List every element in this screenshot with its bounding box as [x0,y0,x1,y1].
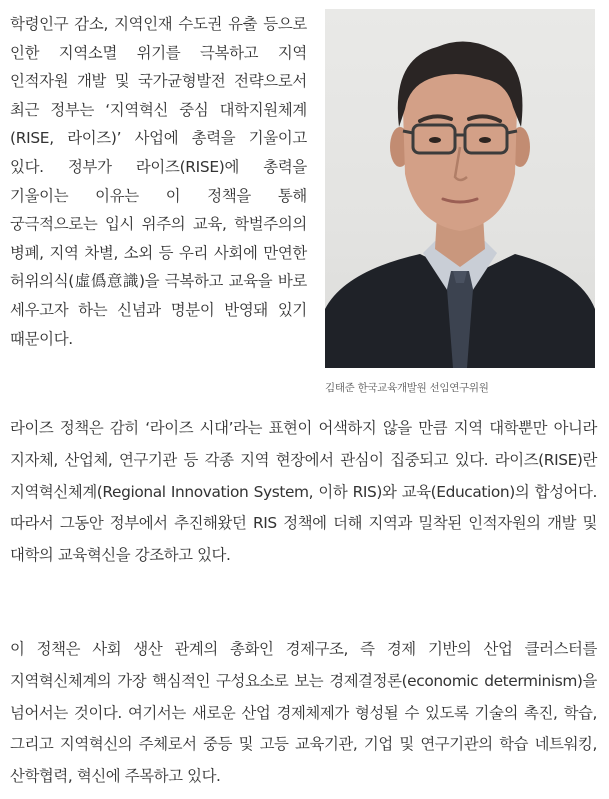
author-portrait-image [325,9,595,368]
author-photo [325,9,595,368]
body-paragraph-3: 이 정책은 사회 생산 관계의 총화인 경제구조, 즉 경제 기반의 산업 클러스터를 지역혁신체계의 가장 핵심적인 구성요소로 보는 경제결정론(economic determinism)을 넘어서는 것이다. 여기서는 새로운 산업 경제체제가 형성될 수 있도록 기술의 촉진, 학습, 그리고 지역혁신의 주체로서 중등 및 고등 교육기관, 기업 및 연구기관의 학습 네트워킹, 산학협력, 혁신에 주목하고 있다. [10,640,597,786]
intro-paragraph: 학령인구 감소, 지역인재 수도권 유출 등으로 인한 지역소멸 위기를 극복하고 지역 인적자원 개발 및 국가균형발전 전략으로서 최근 정부는 ‘지역혁신 중심 대학지원체계(RISE, 라이즈)’ 사업에 총력을 기울이고 있다. 정부가 라이즈(RISE)에 총력을 기울이는 이유는 이 정책을 통해 궁극적으로는 입시 위주의 교육, 학벌주의의 병폐, 지역 차별, 소외 등 우리 사회에 만연한 허위의식(虛僞意識)을 극복하고 교육을 바로 세우고자 하는 신념과 명분이 반영돼 있기 때문이다. [10,15,307,348]
intro-text-column [10,10,307,353]
body-paragraph-2: 라이즈 정책은 감히 ‘라이즈 시대’라는 표현이 어색하지 않을 만큼 지역 대학뿐만 아니라 지자체, 산업체, 연구기관 등 각종 지역 현장에서 관심이 집중되고 있다. 라이즈(RISE)란 지역혁신체계(Regional Innovation System, 이하 RIS)와 교육(Education)의 합성어다. 따라서 그동안 정부에서 추진해왔던 RIS 정책에 더해 지역과 밀착된 인적자원의 개발 및 대학의 교육혁신을 강조하고 있다. [10,419,597,565]
photo-caption: 김태준 한국교육개발원 선임연구위원 [325,382,489,394]
